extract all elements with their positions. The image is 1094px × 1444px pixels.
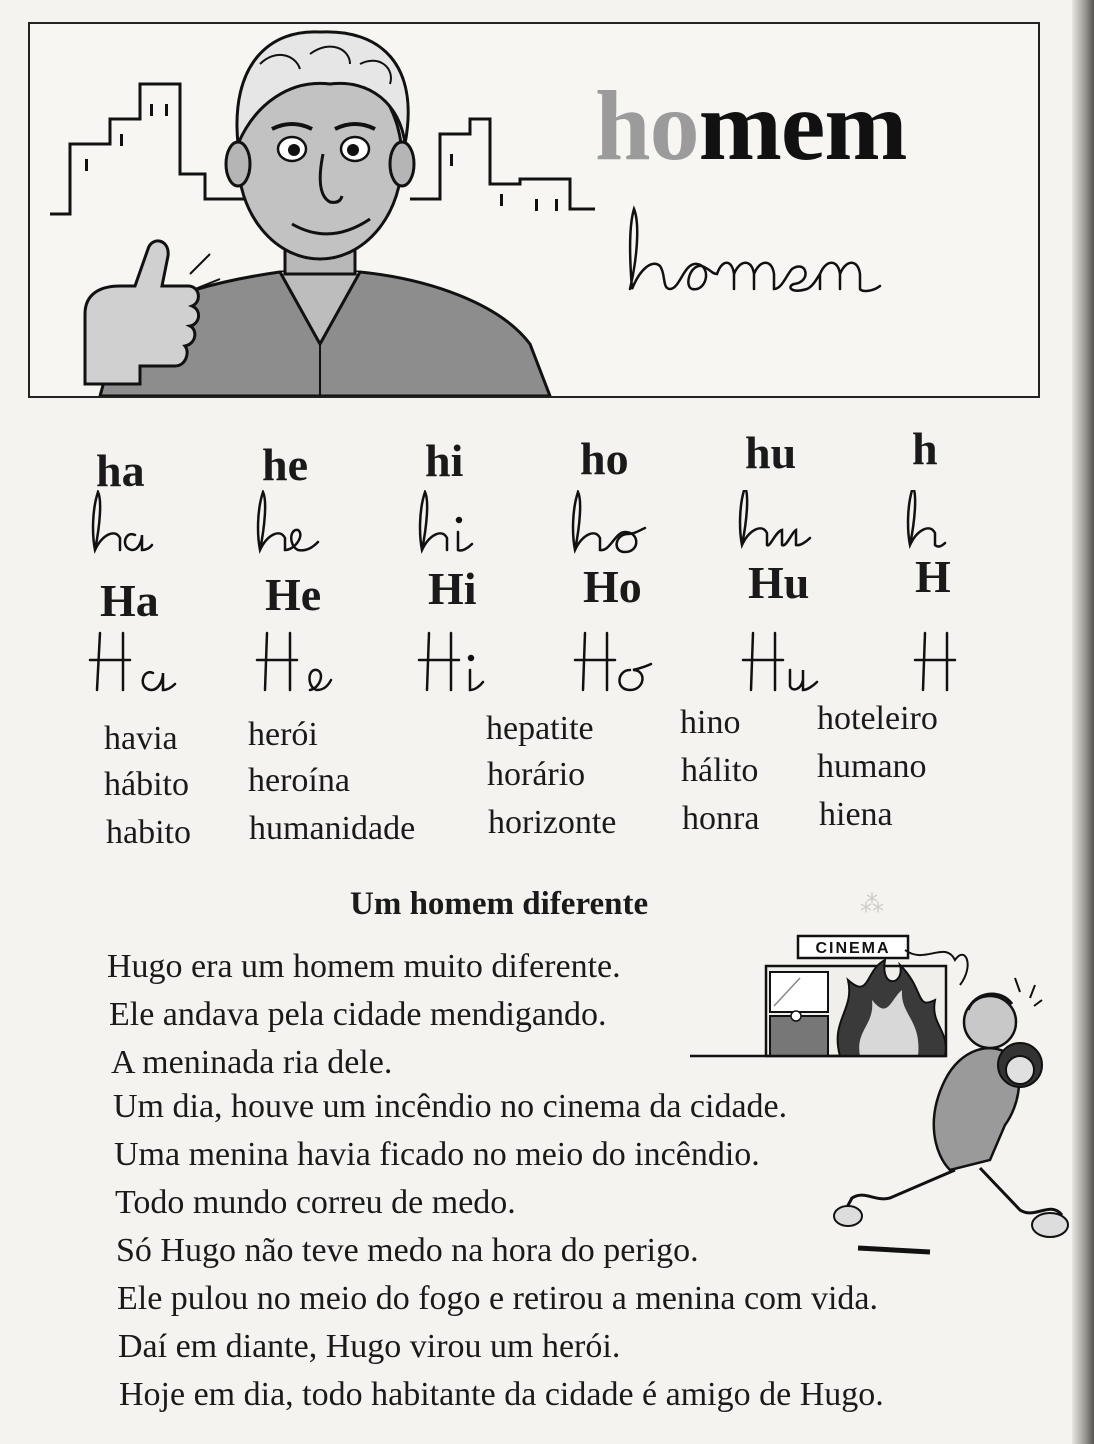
syllable-lower-ho: ho (580, 433, 629, 484)
story-line-2: Ele andava pela cidade mendigando. (109, 996, 607, 1033)
word-horizonte: horizonte (488, 804, 617, 841)
syllable-lower-he: he (262, 439, 308, 490)
word-habito: habito (106, 814, 191, 851)
story-line-8: Ele pulou no meio do fogo e retirou a menina com vida. (117, 1280, 879, 1317)
syllable-upper-h: H (915, 551, 951, 602)
word-havia: havia (104, 720, 178, 757)
word-humanidade: humanidade (249, 810, 416, 847)
word-hoteleiro: hoteleiro (817, 700, 938, 737)
word-hino: hino (680, 704, 741, 741)
word-humano: humano (817, 748, 927, 785)
header-cursive-word (622, 204, 1002, 304)
word-horario: horário (487, 756, 586, 793)
story-line-7: Só Hugo não teve medo na hora do perigo. (116, 1232, 699, 1269)
cinema-fire-rescue-illustration (690, 930, 1075, 1270)
story-line-1: Hugo era um homem muito diferente. (107, 948, 621, 985)
word-hiena: hiena (819, 796, 893, 833)
word-habito-acute: hábito (104, 766, 189, 803)
story-line-6: Todo mundo correu de medo. (115, 1184, 516, 1221)
header-illustration-box (28, 22, 1040, 398)
header-title-rest: mem (698, 70, 907, 181)
header-title-highlight: ho (595, 70, 699, 181)
story-line-5: Uma menina havia ficado no meio do incêndio. (114, 1136, 760, 1173)
syllable-upper-hu: Hu (748, 557, 810, 608)
cursive-upper-row (85, 628, 985, 698)
story-title: Um homem diferente (350, 886, 649, 922)
word-heroi: herói (248, 716, 318, 753)
word-hepatite: hepatite (486, 710, 594, 747)
syllable-upper-ho: Ho (583, 561, 642, 612)
cinema-sign-text: CINEMA (815, 940, 891, 957)
story-line-4: Um dia, houve um incêndio no cinema da cidade. (113, 1088, 788, 1125)
syllable-lower-ha: ha (96, 445, 145, 496)
syllable-upper-ha: Ha (100, 575, 159, 626)
cursive-lower-row (80, 490, 980, 560)
syllable-lower-h: h (912, 423, 938, 474)
word-honra: honra (682, 800, 760, 837)
syllable-upper-hi: Hi (428, 563, 477, 614)
word-halito: hálito (681, 752, 759, 789)
bleed-through-text: ⁂ (860, 891, 884, 918)
header-title (595, 70, 907, 181)
story-line-9: Daí em diante, Hugo virou um herói. (118, 1328, 621, 1365)
page-edge-shadow (1072, 0, 1094, 1444)
syllable-upper-he: He (265, 569, 322, 620)
syllable-lower-hi: hi (425, 435, 464, 486)
story-line-10: Hoje em dia, todo habitante da cidade é amigo de Hugo. (119, 1376, 884, 1413)
story-line-3: A meninada ria dele. (111, 1044, 393, 1081)
word-heroina: heroína (248, 762, 350, 799)
syllable-lower-hu: hu (745, 427, 797, 478)
man-thumbs-up-illustration (30, 24, 630, 396)
